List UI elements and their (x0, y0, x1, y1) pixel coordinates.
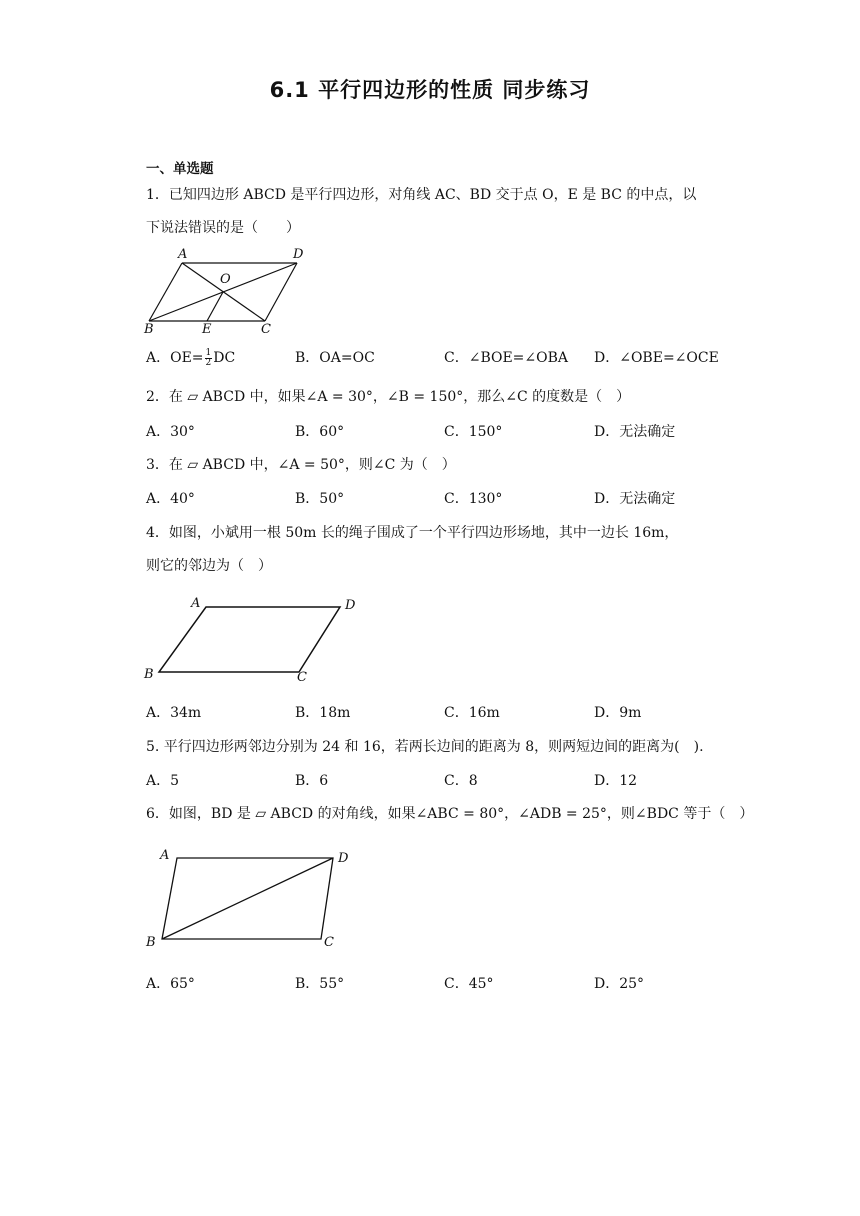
q4-option-a: A．34m (146, 705, 202, 721)
q2-option-a: A．30° (146, 424, 195, 440)
q6-label-C: C (324, 935, 334, 950)
section-heading: 一、单选题 (146, 161, 214, 177)
q5-stem: 5. 平行四边形两邻边分别为 24 和 16，若两长边间的距离为 8，则两短边间的距离为( ). (146, 739, 704, 755)
q3-stem: 3．在 ▱ ABCD 中，∠A = 50°，则∠C 为（ ） (146, 457, 456, 473)
q2-option-b: B．60° (295, 424, 345, 440)
q4-stem-line2: 则它的邻边为（ ） (146, 558, 272, 574)
q1-label-E: E (202, 322, 212, 336)
q4-label-B: B (144, 667, 154, 682)
q6-figure (140, 842, 370, 952)
fraction-numerator: 1 (205, 347, 212, 358)
q6-option-b: B．55° (295, 976, 345, 992)
q1-option-a-prefix: A．OE= (146, 350, 204, 366)
q6-option-c: C．45° (444, 976, 494, 992)
q3-option-a: A．40° (146, 491, 195, 507)
q6-label-A: A (160, 848, 170, 863)
q1-stem-line2: 下说法错误的是（ ） (146, 220, 300, 236)
q6-option-d: D．25° (594, 976, 645, 992)
q4-option-d: D．9m (594, 705, 642, 721)
q1-option-c: C．∠BOE=∠OBA (444, 350, 569, 366)
q6-label-B: B (146, 935, 156, 950)
q1-figure (140, 244, 320, 336)
q1-option-a-suffix: DC (213, 350, 236, 366)
q1-option-d: D．∠OBE=∠OCE (594, 350, 719, 366)
q6-stem: 6．如图，BD 是 ▱ ABCD 的对角线，如果∠ABC = 80°，∠ADB = 25°，则∠BDC 等于（ ） (146, 806, 754, 822)
q4-option-c: C．16m (444, 705, 500, 721)
q1-label-B: B (144, 322, 154, 336)
q4-stem-line1: 4．如图，小斌用一根 50m 长的绳子围成了一个平行四边形场地，其中一边长 16m， (146, 525, 679, 541)
q2-option-d: D．无法确定 (594, 424, 676, 440)
q1-label-D: D (293, 247, 304, 262)
q5-option-d: D．12 (594, 773, 638, 789)
q3-option-d: D．无法确定 (594, 491, 676, 507)
q2-option-c: C．150° (444, 424, 503, 440)
q1-label-O: O (220, 272, 231, 287)
q5-option-b: B．6 (295, 773, 329, 789)
q5-option-c: C．8 (444, 773, 478, 789)
fraction-denominator: 2 (205, 357, 212, 368)
q1-option-b: B．OA=OC (295, 350, 375, 366)
q4-figure (140, 592, 370, 688)
q1-stem-line1: 1．已知四边形 ABCD 是平行四边形，对角线 AC、BD 交于点 O，E 是 BC 的中点，以 (146, 187, 697, 203)
q1-label-C: C (261, 322, 271, 336)
q3-option-c: C．130° (444, 491, 503, 507)
fraction-one-half (205, 349, 213, 368)
q5-option-a: A．5 (146, 773, 180, 789)
page-title: 6.1 平行四边形的性质 同步练习 (269, 78, 591, 102)
q6-label-D: D (338, 851, 349, 866)
q6-option-a: A．65° (146, 976, 195, 992)
q1-label-A: A (178, 247, 188, 262)
q1-option-a (146, 348, 235, 368)
q4-label-D: D (345, 598, 356, 613)
q3-option-b: B．50° (295, 491, 345, 507)
q4-label-C: C (297, 670, 307, 685)
q2-stem: 2．在 ▱ ABCD 中，如果∠A = 30°，∠B = 150°，那么∠C 的度数是（ ） (146, 389, 631, 405)
q4-option-b: B．18m (295, 705, 351, 721)
q4-label-A: A (191, 596, 201, 611)
